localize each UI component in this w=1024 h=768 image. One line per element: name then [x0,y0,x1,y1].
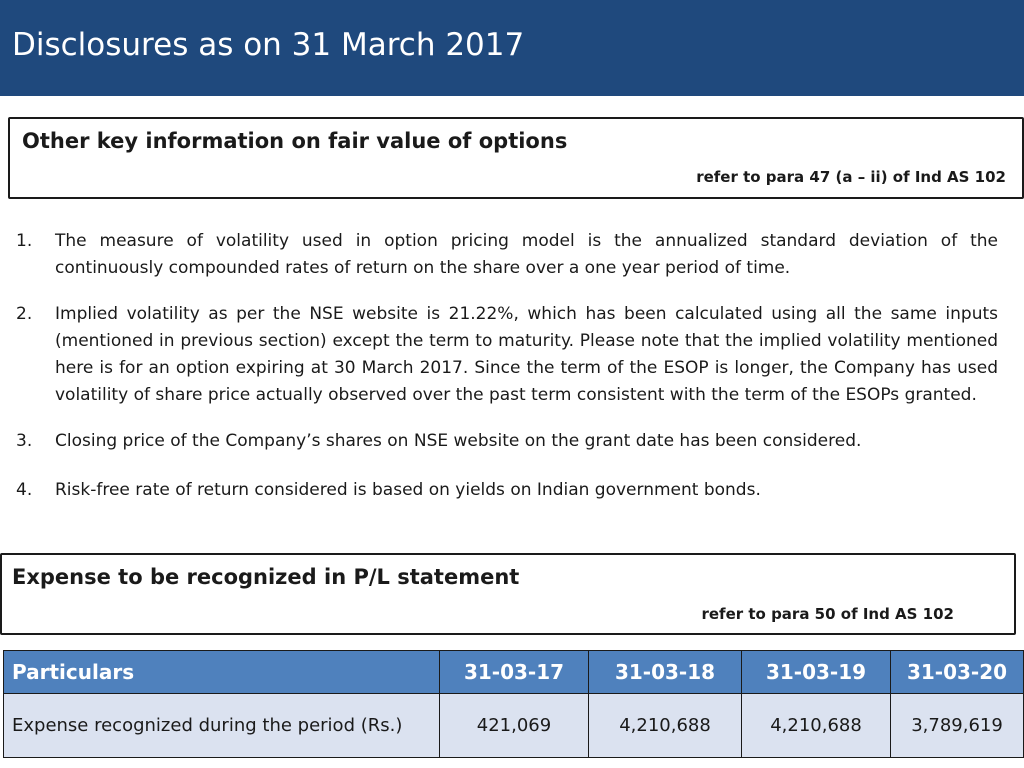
table-cell: 3,789,619 [891,694,1024,758]
table-row [4,694,1024,758]
list-number: 1. [16,231,33,251]
section-reference: refer to para 50 of Ind AS 102 [701,605,954,623]
section-heading: Expense to be recognized in P/L statement [12,565,520,589]
list-number: 3. [16,431,33,451]
table-cell: Expense recognized during the period (Rs.) [4,694,440,758]
column-header: Particulars [4,651,440,694]
column-header: 31-03-19 [742,651,891,694]
table-cell: 4,210,688 [742,694,891,758]
list-text: Risk-free rate of return considered is based on yields on Indian government bonds. [55,480,761,500]
key-information-list [16,228,998,504]
list-item [16,428,998,455]
page-title: Disclosures as on 31 March 2017 [12,27,525,63]
title-bar [0,0,1024,96]
list-text: The measure of volatility used in option pricing model is the annualized standard deviation of the continuously compounded rates of return on the share over a one year period of time. [55,231,998,278]
table-cell: 4,210,688 [589,694,742,758]
column-header: 31-03-20 [891,651,1024,694]
fair-value-info-box [8,117,1024,199]
section-reference: refer to para 47 (a – ii) of Ind AS 102 [696,168,1006,186]
table-cell: 421,069 [440,694,589,758]
list-number: 2. [16,304,33,324]
expense-table [3,650,1024,758]
list-text: Implied volatility as per the NSE website is 21.22%, which has been calculated using all the same inputs (mentioned in previous section) except the term to maturity. Please note that the implied volatility mentioned here is for an option expiring at 30 March 2017. Since the term of the ESOP is longer, the Company has used volatility of share price actually observed over the past term consistent with the term of the ESOPs granted. [55,304,998,405]
column-header: 31-03-18 [589,651,742,694]
list-item [16,301,998,409]
expense-recognition-box [0,553,1016,635]
list-item [16,477,998,504]
list-item [16,228,998,282]
list-text: Closing price of the Company’s shares on NSE website on the grant date has been considered. [55,431,862,451]
table-header-row [4,651,1024,694]
column-header: 31-03-17 [440,651,589,694]
section-heading: Other key information on fair value of options [22,129,568,153]
list-number: 4. [16,480,33,500]
